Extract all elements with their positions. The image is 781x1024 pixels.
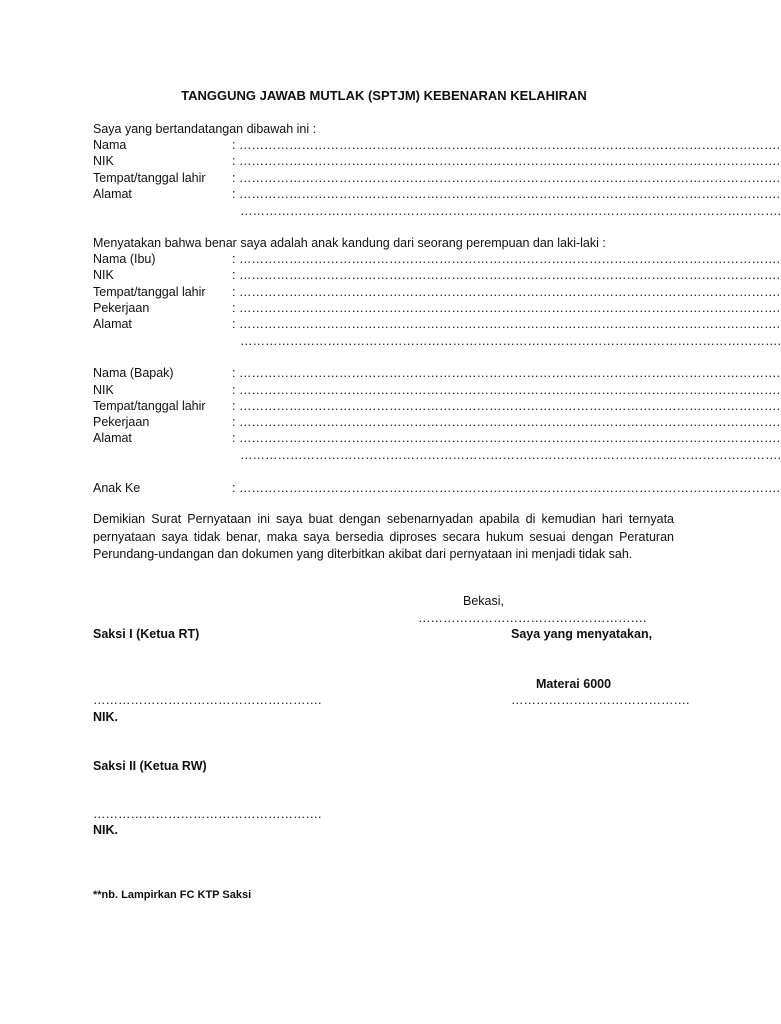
declarant-nik-field[interactable]: : …………………………………………………………………………………………………………………. bbox=[232, 154, 780, 168]
father-name-label: Nama (Bapak) bbox=[93, 366, 174, 380]
witness1-label: Saksi I (Ketua RT) bbox=[93, 627, 200, 641]
declarant-nik-label: NIK bbox=[93, 154, 114, 168]
father-name-field[interactable]: : …………………………………………………………………………………………………………………. bbox=[232, 366, 780, 380]
declarant-address-field[interactable]: : …………………………………………………………………………………………………………………. bbox=[232, 187, 780, 201]
mother-name-label: Nama (Ibu) bbox=[93, 252, 156, 266]
mother-job-field[interactable]: : …………………………………………………………………………………………………………………. bbox=[232, 301, 780, 315]
declarant-signature-label: Saya yang menyatakan, bbox=[511, 627, 653, 641]
date-field[interactable]: ………………………………………………. bbox=[418, 611, 647, 625]
declarant-name-field[interactable]: : …………………………………………………………………………………………………………………. bbox=[232, 138, 780, 152]
footnote: **nb. Lampirkan FC KTP Saksi bbox=[93, 889, 252, 901]
mother-nik-field[interactable]: : …………………………………………………………………………………………………………………. bbox=[232, 268, 780, 282]
child-order-label: Anak Ke bbox=[93, 481, 141, 495]
declarant-ttl-field[interactable]: : …………………………………………………………………………………………………………………. bbox=[232, 171, 780, 185]
declarant-signature-field[interactable]: ……………………………………. bbox=[511, 693, 690, 707]
witness1-nik-label: NIK. bbox=[93, 710, 118, 724]
mother-address-field-2[interactable]: …………………………………………………………………………………………………………………. bbox=[240, 334, 781, 348]
mother-nik-label: NIK bbox=[93, 268, 114, 282]
intro-text: Saya yang bertandatangan dibawah ini : bbox=[93, 122, 317, 136]
father-nik-field[interactable]: : …………………………………………………………………………………………………………………. bbox=[232, 383, 780, 397]
father-job-label: Pekerjaan bbox=[93, 415, 150, 429]
father-address-field-2[interactable]: …………………………………………………………………………………………………………………. bbox=[240, 448, 781, 462]
father-ttl-label: Tempat/tanggal lahir bbox=[93, 399, 206, 413]
father-nik-label: NIK bbox=[93, 383, 114, 397]
mother-name-field[interactable]: : …………………………………………………………………………………………………………………. bbox=[232, 252, 780, 266]
mother-job-label: Pekerjaan bbox=[93, 301, 150, 315]
mother-ttl-field[interactable]: : …………………………………………………………………………………………………………………. bbox=[232, 285, 780, 299]
mother-address-label: Alamat bbox=[93, 317, 132, 331]
witness1-signature-field[interactable]: ………………………………………………. bbox=[93, 693, 322, 707]
declarant-address-label: Alamat bbox=[93, 187, 132, 201]
declarant-name-label: Nama bbox=[93, 138, 127, 152]
document-title: TANGGUNG JAWAB MUTLAK (SPTJM) KEBENARAN KELAHIRAN bbox=[181, 88, 587, 103]
witness2-signature-field[interactable]: ………………………………………………. bbox=[93, 807, 322, 821]
witness2-nik-label: NIK. bbox=[93, 823, 118, 837]
child-order-field[interactable]: : …………………………………………………………………………………………………………………. bbox=[232, 481, 780, 495]
witness2-label: Saksi II (Ketua RW) bbox=[93, 759, 207, 773]
mother-address-field[interactable]: : …………………………………………………………………………………………………………………. bbox=[232, 317, 780, 331]
declarant-ttl-label: Tempat/tanggal lahir bbox=[93, 171, 206, 185]
father-address-label: Alamat bbox=[93, 431, 132, 445]
declarant-address-field-2[interactable]: …………………………………………………………………………………………………………………. bbox=[240, 204, 781, 218]
father-job-field[interactable]: : …………………………………………………………………………………………………………………. bbox=[232, 415, 780, 429]
statement-text: Menyatakan bahwa benar saya adalah anak kandung dari seorang perempuan dan laki-laki : bbox=[93, 236, 606, 250]
father-ttl-field[interactable]: : …………………………………………………………………………………………………………………. bbox=[232, 399, 780, 413]
stamp-label: Materai 6000 bbox=[536, 677, 612, 691]
father-address-field[interactable]: : …………………………………………………………………………………………………………………. bbox=[232, 431, 780, 445]
place-label: Bekasi, bbox=[463, 594, 504, 608]
mother-ttl-label: Tempat/tanggal lahir bbox=[93, 285, 206, 299]
closing-paragraph: Demikian Surat Pernyataan ini saya buat dengan sebenarnyadan apabila di kemudian hari ternyata pernyataan saya tidak benar, maka saya bersedia diproses secara hukum sesuai dengan Peraturan Perundang-undangan dan dokumen yang diterbitkan akibat dari pernyataan ini menjadi tidak sah. bbox=[93, 512, 674, 561]
